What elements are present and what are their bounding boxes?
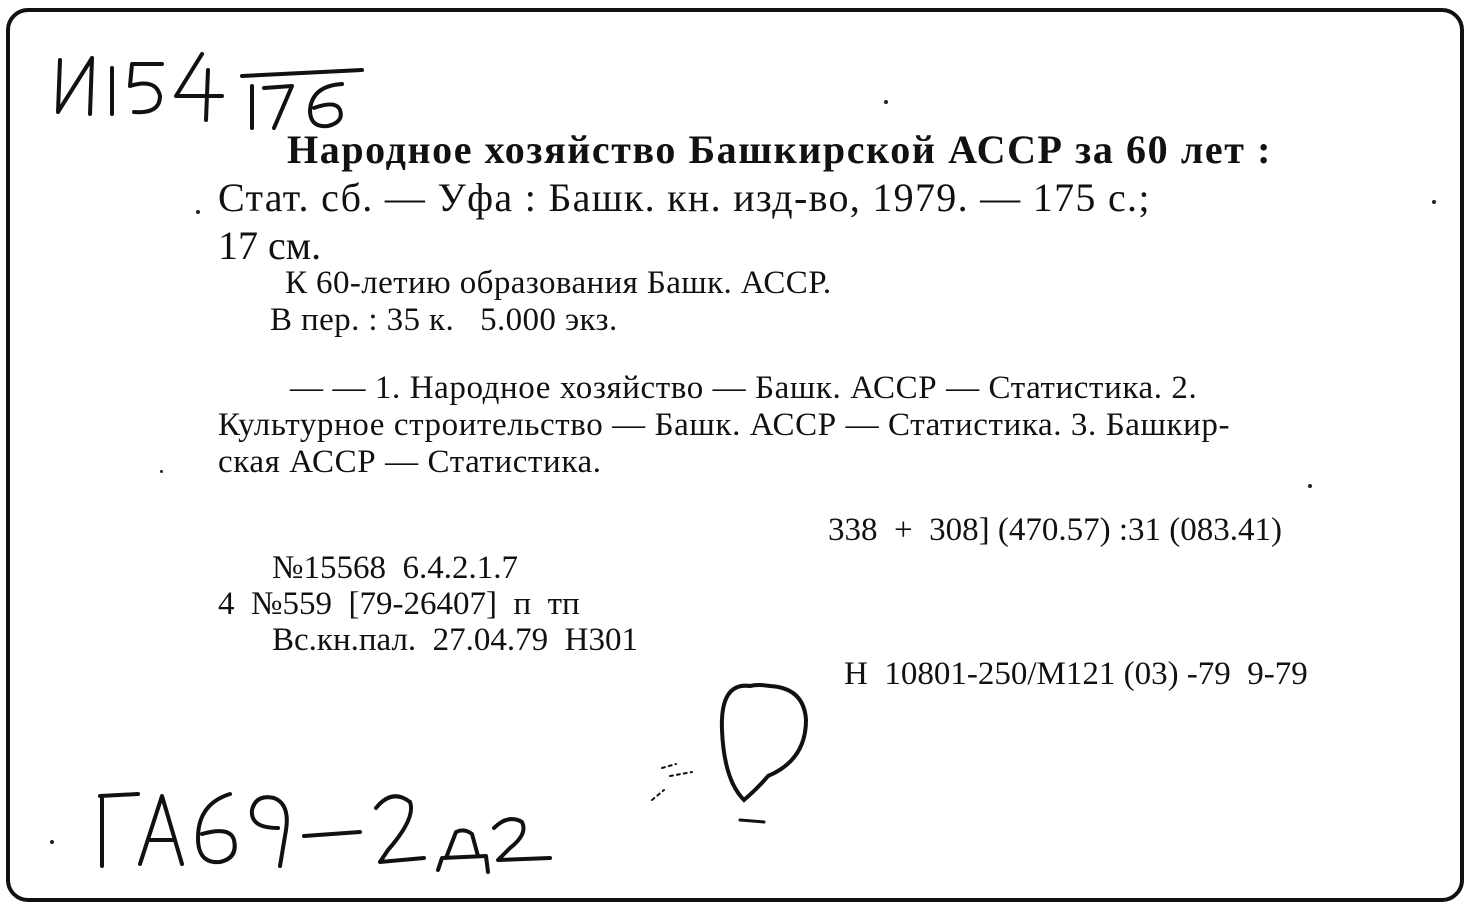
scan-speck bbox=[50, 840, 54, 844]
classification-index: 338 + 308] (470.57) :31 (083.41) bbox=[828, 512, 1282, 548]
subjects-line-1: — — 1. Народное хозяйство — Башк. АССР — Статистика. 2. bbox=[290, 370, 1198, 406]
scan-speck bbox=[1432, 200, 1436, 204]
note-line: К 60-летию образования Башк. АССР. bbox=[285, 265, 832, 301]
inventory-number-handwritten bbox=[90, 780, 570, 890]
order-line: 4 №559 [79-26407] п тп bbox=[218, 586, 580, 622]
scan-speck bbox=[884, 100, 888, 104]
chamber-line: Вс.кн.пал. 27.04.79 Н301 bbox=[272, 622, 638, 658]
card-number: №15568 6.4.2.1.7 bbox=[272, 550, 518, 586]
hand-drawn-circle-mark bbox=[640, 680, 820, 830]
publisher-code: Н 10801-250/М121 (03) -79 9-79 bbox=[844, 656, 1308, 692]
price-line: В пер. : 35 к. 5.000 экз. bbox=[270, 302, 618, 338]
title-line-3: 17 см. bbox=[218, 223, 322, 268]
title-line-2: Стат. сб. — Уфа : Башк. кн. изд-во, 1979. — 175 с.; bbox=[218, 175, 1151, 220]
scan-speck bbox=[196, 210, 200, 214]
subjects-line-3: ская АССР — Статистика. bbox=[218, 444, 602, 480]
scan-speck bbox=[160, 470, 163, 473]
title-line-1: Народное хозяйство Башкирской АССР за 60 лет : bbox=[287, 127, 1273, 172]
scan-speck bbox=[1308, 484, 1312, 488]
subjects-line-2: Культурное строительство — Башк. АССР — Статистика. 3. Башкир- bbox=[218, 407, 1231, 443]
shelf-mark-handwritten bbox=[52, 40, 372, 130]
